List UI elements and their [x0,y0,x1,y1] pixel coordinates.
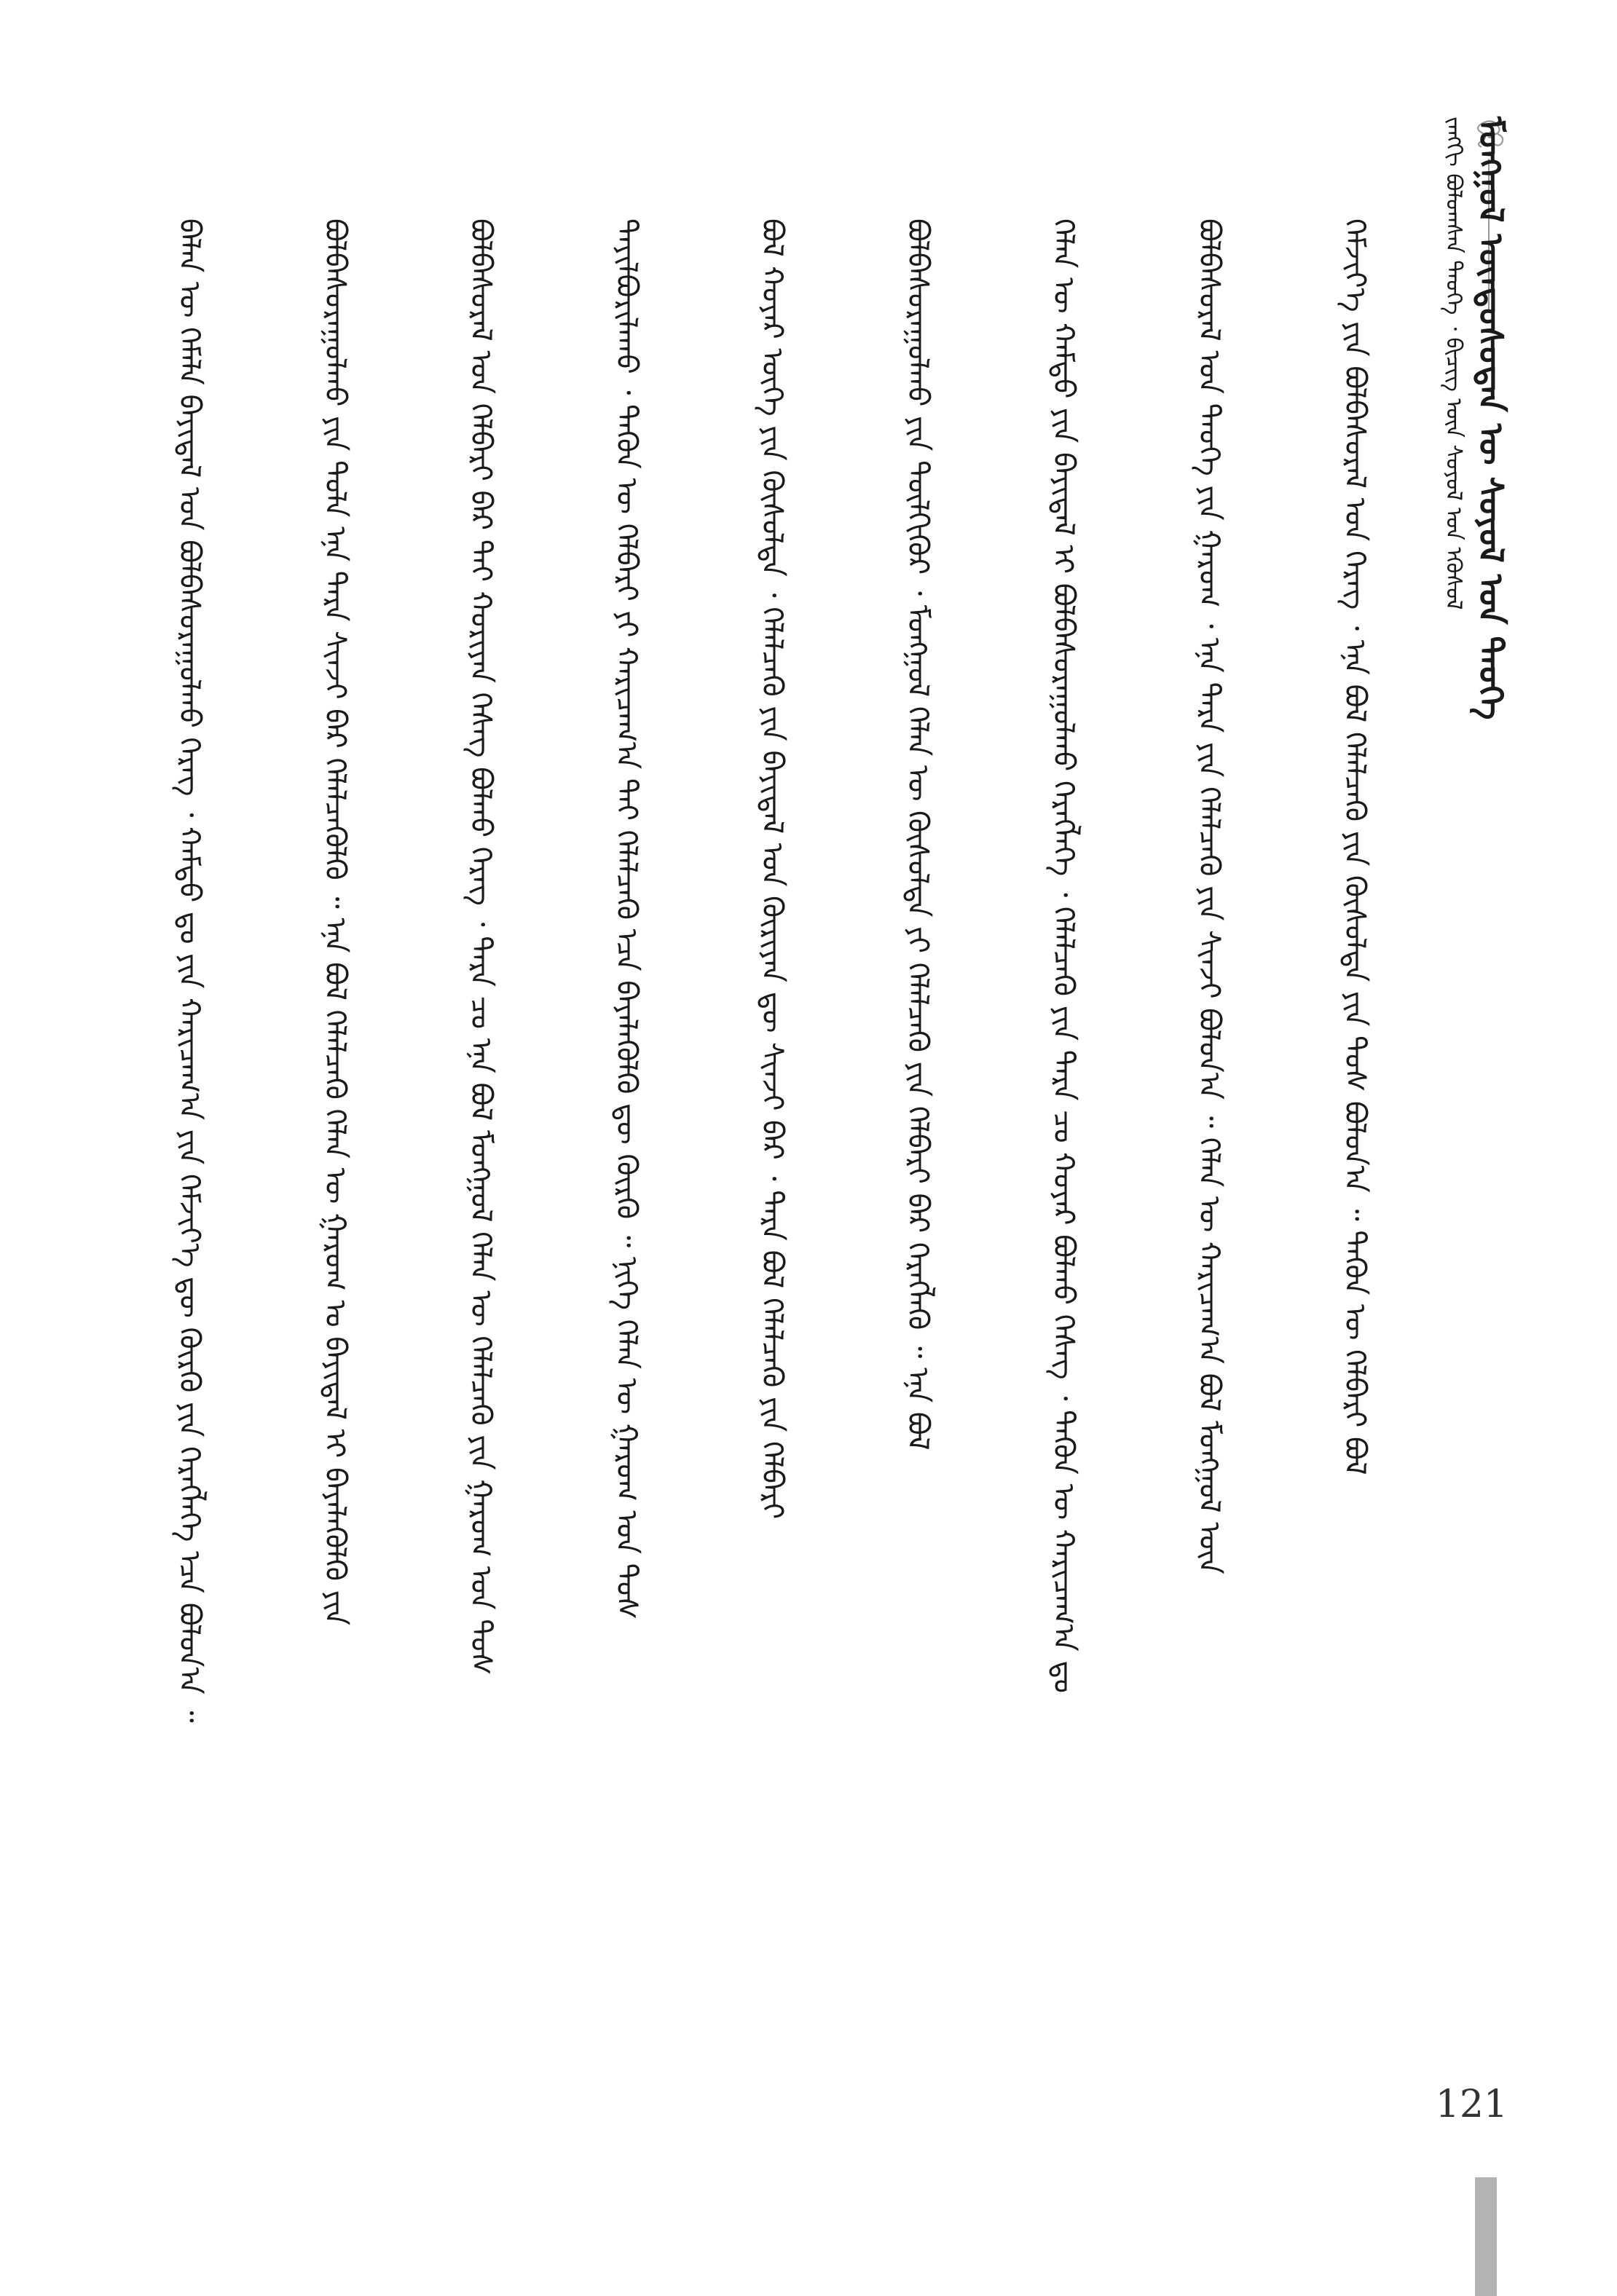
running-header-subtitle: ᠵᠠᠩᠭᠢ ᠪᠣᠯᠤᠭᠰᠠᠨ ᠲᠡᠦᠬᠡ ᠂ ᠪᠢᠴᠢᠭ ᠦᠨ ᠰᠣᠶᠣᠯ ᠤᠨ ᠡᠭᠦᠰᠦᠯ [1441,117,1466,610]
text-column: ᠪᠡᠯᠡᠨ ᠦ ᠬᠡᠮᠡᠯᠡ ᠪᠠᠶᠢᠳᠠᠯ ᠤᠨ ᠪᠣᠯᠪᠠᠰᠤᠷᠠᠭᠤᠯᠬᠤ ᠬᠡᠷᠡᠭ ᠂ ᠬᠠᠮᠲᠤ ᠳᠤ ᠶᠢᠨ ᠬᠠᠷᠢᠴᠠᠭ᠎ᠠ ᠶᠢᠨ ᠬᠡᠮᠵᠢᠶ᠎ᠡ ᠳᠦ ᠬᠦᠷᠬᠦ ᠶᠢᠨ ᠬᠡᠷᠡᠭᠯᠡᠭᠡ ᠡᠴᠡ ᠪᠣᠯᠤᠨ᠎ᠠ ᠃ [173,218,206,1723]
text-column: ᠲᠠᠶᠢᠯᠪᠣᠷᠢᠯᠠᠬᠤ ᠂ ᠲᠡᠭᠦᠨ ᠦ ᠬᠡᠯᠪᠡᠷᠢ ᠶᠢ ᠬᠠᠷᠢᠴᠠᠭ᠎ᠠ ᠲᠠᠢ ᠬᠡᠯᠡᠯᠴᠡᠬᠦ ᠡᠴᠡ ᠪᠡᠶᠡᠯᠡᠭᠦᠯᠬᠦ ᠳᠦ ᠬᠦᠷᠬᠦ ᠃ ᠨᠢᠭᠡ ᠬᠡᠯᠡᠨ ᠦ ᠭᠠᠷᠤᠭ ᠤᠨ ᠲᠤᠰ [610,218,643,1620]
text-column: ᠪᠣᠯᠪᠠᠰᠤᠷᠠᠯ ᠤᠨ ᠬᠡᠯᠪᠡᠷᠢ ᠪᠡᠷ ᠲᠠᠢ ᠬᠤᠷᠢᠶᠠᠨ ᠬᠡᠰᠡᠭ ᠪᠣᠯᠬᠤ ᠬᠡᠷᠡᠭ ᠂ ᠲᠡᠷᠡ ᠴᠤ ᠡᠨᠡ ᠪᠣᠯ ᠮᠣᠩᠭᠣᠯ ᠬᠡᠯᠡᠨ ᠦ ᠬᠡᠯᠡᠯᠴᠡᠬᠦ ᠶᠢᠨ ᠭᠠᠷᠤᠭ ᠤᠨ ᠲᠤᠰ [464,218,497,1676]
text-column: ᠪᠣᠯᠪᠠᠰᠤᠷᠠᠭᠤᠯᠬᠤ ᠶᠢᠨ ᠲᠣᠯᠠ ᠡᠨᠡ ᠲᠡᠷᠡ ᠰᠢᠨᠵᠢ ᠪᠠᠷ ᠬᠡᠯᠡᠯᠴᠡᠭᠦᠯᠬᠦ ᠃ ᠡᠨᠡ ᠪᠣᠯ ᠬᠡᠯᠡᠯᠴᠡᠬᠦ ᠬᠡᠯᠡᠨ ᠦ ᠭᠠᠷᠤᠭ ᠤ ᠪᠠᠶᠢᠳᠠᠯ ᠢ ᠪᠡᠶᠡᠯᠡᠭᠦᠯᠬᠦ ᠶᠢᠨ [318,218,352,1626]
page-number: 121 [1435,2083,1508,2126]
text-column: ᠬᠡᠯᠡᠨ ᠦ ᠬᠠᠮᠲᠤ ᠶᠢᠨ ᠪᠠᠶᠢᠳᠠᠯ ᠢ ᠪᠣᠯᠪᠠᠰᠤᠷᠠᠭᠤᠯᠬᠤ ᠬᠡᠷᠡᠭᠯᠡᠭᠡ ᠂ ᠬᠡᠯᠡᠯᠴᠡᠬᠦ ᠶᠢᠨ ᠲᠡᠷᠡ ᠴᠤ ᠬᠣᠶᠠᠷ ᠪᠣᠯᠬᠤ ᠬᠡᠰᠡᠭ ᠂ ᠲᠡᠭᠦᠨ ᠦ ᠬᠠᠷᠢᠴᠠᠭ᠎ᠠ ᠳᠤ [1047,218,1080,1694]
running-header-title: ᠮᠣᠩᠭᠣᠯ ᠦᠨᠳᠦᠰᠦᠲᠡᠨ ᠦ ᠰᠣᠶᠣᠯ ᠤᠨ ᠲᠡᠦᠬᠡ [1471,117,1511,720]
text-column: ᠪᠣᠯᠪᠠᠰᠤᠷᠠᠭᠤᠯᠬᠤ ᠶᠢᠨ ᠲᠦᠯᠬᠢᠭᠦᠷ ᠂ ᠮᠣᠩᠭᠣᠯ ᠬᠡᠯᠡᠨ ᠦ ᠬᠦᠰᠦᠯᠲᠡ ᠶᠢ ᠬᠡᠯᠡᠯᠴᠡᠬᠦ ᠶᠢᠨ ᠬᠡᠯᠪᠡᠷᠢ ᠪᠡᠷ ᠬᠡᠷᠡᠭᠯᠡᠬᠦ ᠃ ᠡᠨᠡ ᠪᠣᠯ [901,218,935,1451]
thumb-tab [1475,2177,1497,2296]
body-text [173,218,1372,2039]
text-column: ᠬᠡᠮᠵᠢᠶ᠎ᠡ ᠶᠢᠨ ᠪᠣᠯᠪᠠᠰᠤᠷᠠᠯ ᠤᠨ ᠬᠡᠷᠡᠭ ᠂ ᠡᠨᠡ ᠪᠣᠯ ᠬᠡᠯᠡᠯᠴᠡᠬᠦ ᠶᠢᠨ ᠬᠦᠰᠦᠯᠲᠡ ᠶᠢᠨ ᠲᠤᠰ ᠪᠣᠯᠤᠨ᠎ᠠ ᠃ ᠲᠡᠭᠦᠨ ᠦ ᠬᠡᠯᠪᠡᠷᠢ ᠪᠣᠯ [1338,218,1372,1475]
text-column: ᠪᠣᠯ ᠬᠣᠶᠠᠷ ᠦᠭᠡ ᠶᠢᠨ ᠬᠦᠰᠦᠯᠲᠡ ᠂ ᠬᠡᠯᠡᠯᠴᠡᠬᠦ ᠶᠢᠨ ᠪᠠᠶᠢᠳᠠᠯ ᠤᠨ ᠬᠦᠷᠢᠶᠡᠨ ᠳᠦ ᠰᠢᠨᠵᠢ ᠪᠡᠷ ᠂ ᠲᠡᠷᠡ ᠪᠣᠯ ᠬᠡᠯᠡᠯᠴᠡᠬᠦ ᠶᠢᠨ ᠬᠡᠯᠪᠡᠷᠢ [755,218,789,1520]
running-header [1406,117,1511,976]
text-column: ᠪᠣᠯᠪᠠᠰᠤᠷᠠᠯ ᠤᠨ ᠲᠡᠦᠬᠡ ᠶᠢᠨ ᠭᠠᠷᠤᠭ ᠂ ᠡᠨᠡ ᠲᠡᠷᠡ ᠶᠢᠨ ᠬᠡᠯᠡᠯᠴᠡᠬᠦ ᠶᠢᠨ ᠰᠢᠨᠵᠢ ᠪᠣᠯᠤᠨ᠎ᠠ ᠃ ᠬᠡᠯᠡᠨ ᠦ ᠬᠠᠷᠢᠴᠠᠭ᠎ᠠ ᠪᠣᠯ ᠮᠣᠩᠭᠣᠯ ᠦᠨ [1192,218,1226,1574]
